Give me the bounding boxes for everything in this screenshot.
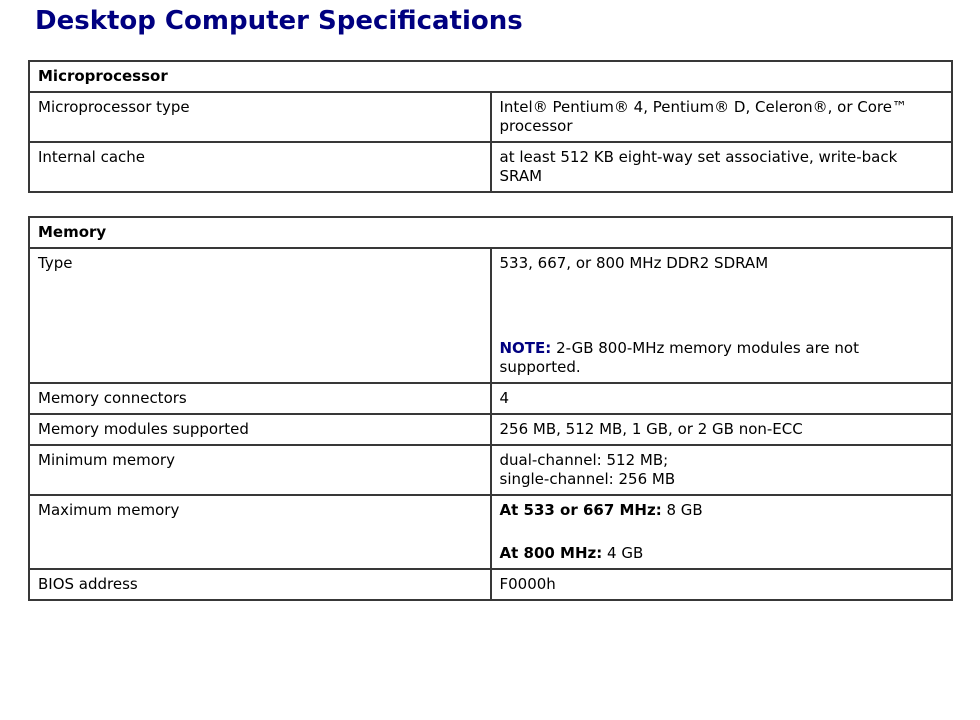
section-title: Microprocessor <box>29 61 952 92</box>
spec-value <box>491 92 953 142</box>
value-block <box>500 470 944 489</box>
value-text: 2-GB 800-MHz memory modules are not supported. <box>499 339 859 376</box>
table-row <box>29 383 952 414</box>
value-text: 4 GB <box>602 544 644 562</box>
value-text: dual-channel: 512 MB; <box>499 451 669 469</box>
value-text: single-channel: 256 MB <box>499 470 676 488</box>
value-text: At 800 MHz: <box>499 544 603 562</box>
value-block <box>500 544 944 563</box>
spec-value <box>491 383 953 414</box>
value-block <box>500 339 915 377</box>
value-text: 4 <box>499 389 510 407</box>
note-label: NOTE: <box>499 339 552 357</box>
value-text: 533, 667, or 800 MHz DDR2 SDRAM <box>499 254 769 272</box>
spec-table-microprocessor <box>28 60 953 193</box>
table-row <box>29 495 952 569</box>
table-row <box>29 142 952 192</box>
spec-value <box>491 414 953 445</box>
spec-label: Memory connectors <box>29 383 491 414</box>
value-block <box>500 254 944 273</box>
table-row <box>29 569 952 600</box>
spec-label: Type <box>29 248 491 383</box>
spec-label: Memory modules supported <box>29 414 491 445</box>
value-text: 256 MB, 512 MB, 1 GB, or 2 GB non-ECC <box>499 420 803 438</box>
value-text: at least 512 KB eight-way set associative, write-back SRAM <box>499 148 898 185</box>
spec-label: BIOS address <box>29 569 491 600</box>
table-row <box>29 248 952 383</box>
value-block <box>500 148 944 186</box>
page-title: Desktop Computer Specifications <box>35 6 523 36</box>
value-block <box>500 420 944 439</box>
section-header-row <box>29 61 952 92</box>
table-row <box>29 414 952 445</box>
value-text: Intel® Pentium® 4, Pentium® D, Celeron®, or Core™ processor <box>499 98 907 135</box>
spec-label: Maximum memory <box>29 495 491 569</box>
value-block <box>500 575 944 594</box>
spec-value <box>491 445 953 495</box>
value-block <box>500 451 944 470</box>
spec-label: Microprocessor type <box>29 92 491 142</box>
value-text: At 533 or 667 MHz: <box>499 501 662 519</box>
section-title: Memory <box>29 217 952 248</box>
value-text: 8 GB <box>661 501 703 519</box>
spec-table-memory <box>28 216 953 601</box>
spec-value <box>491 495 953 569</box>
value-block <box>500 501 944 520</box>
spec-value <box>491 248 953 383</box>
spec-label: Internal cache <box>29 142 491 192</box>
value-block <box>500 389 944 408</box>
value-text: F0000h <box>499 575 556 593</box>
spec-tables <box>28 60 980 601</box>
section-header-row <box>29 217 952 248</box>
table-row <box>29 445 952 495</box>
spec-label: Minimum memory <box>29 445 491 495</box>
spec-value <box>491 142 953 192</box>
value-block <box>500 98 944 136</box>
table-row <box>29 92 952 142</box>
spec-value <box>491 569 953 600</box>
